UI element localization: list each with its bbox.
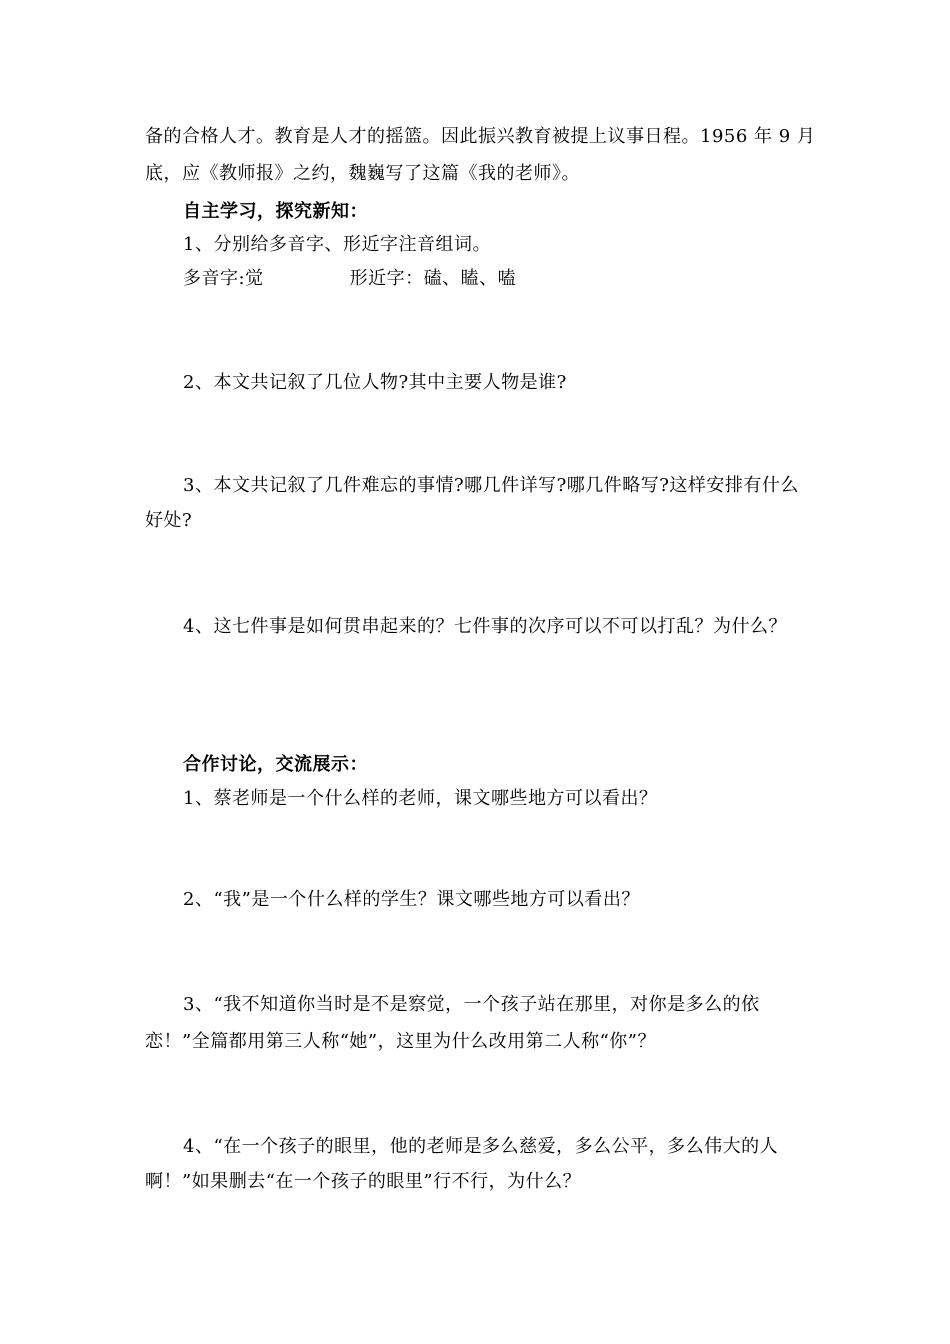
cooperation-question-3-line-1: 3、“我不知道你当时是不是察觉，一个孩子站在那里，对你是多么的依 [183, 994, 760, 1015]
self-study-question-3-line-1: 3、本文共记叙了几件难忘的事情?哪几件详写?哪几件略写?这样安排有什么 [183, 475, 799, 496]
intro-line-1: 备的合格人才。教育是人才的摇篮。因此振兴教育被提上议事日程。1956 年 9 月 [145, 126, 816, 147]
cooperation-heading: 合作讨论，交流展示： [183, 754, 368, 775]
self-study-question-4: 4、这七件事是如何贯串起来的？七件事的次序可以不可以打乱？为什么？ [183, 616, 787, 637]
self-study-question-2: 2、本文共记叙了几位人物?其中主要人物是谁? [183, 372, 567, 393]
self-study-heading: 自主学习，探究新知： [183, 201, 368, 222]
polyphone-label: 多音字:觉 [183, 268, 264, 289]
cooperation-question-4-line-2: 啊！”如果删去“在一个孩子的眼里”行不行，为什么？ [145, 1171, 582, 1192]
cooperation-question-3-line-2: 恋！”全篇都用第三人称“她”，这里为什么改用第二人称“你”？ [145, 1031, 657, 1052]
self-study-question-1-items [183, 266, 516, 292]
self-study-question-1: 1、分别给多音字、形近字注音组词。 [183, 234, 491, 255]
self-study-question-3-line-2: 好处? [145, 510, 193, 531]
cooperation-question-1: 1、蔡老师是一个什么样的老师，课文哪些地方可以看出？ [183, 788, 658, 809]
cooperation-question-2: 2、“我”是一个什么样的学生？课文哪些地方可以看出？ [183, 889, 640, 910]
intro-line-2: 底，应《教师报》之约，魏巍写了这篇《我的老师》。 [145, 163, 580, 184]
similar-char-label: 形近字：磕、瞌、嗑 [349, 268, 517, 289]
cooperation-question-4-line-1: 4、“在一个孩子的眼里，他的老师是多么慈爱，多么公平，多么伟大的人 [183, 1136, 779, 1157]
